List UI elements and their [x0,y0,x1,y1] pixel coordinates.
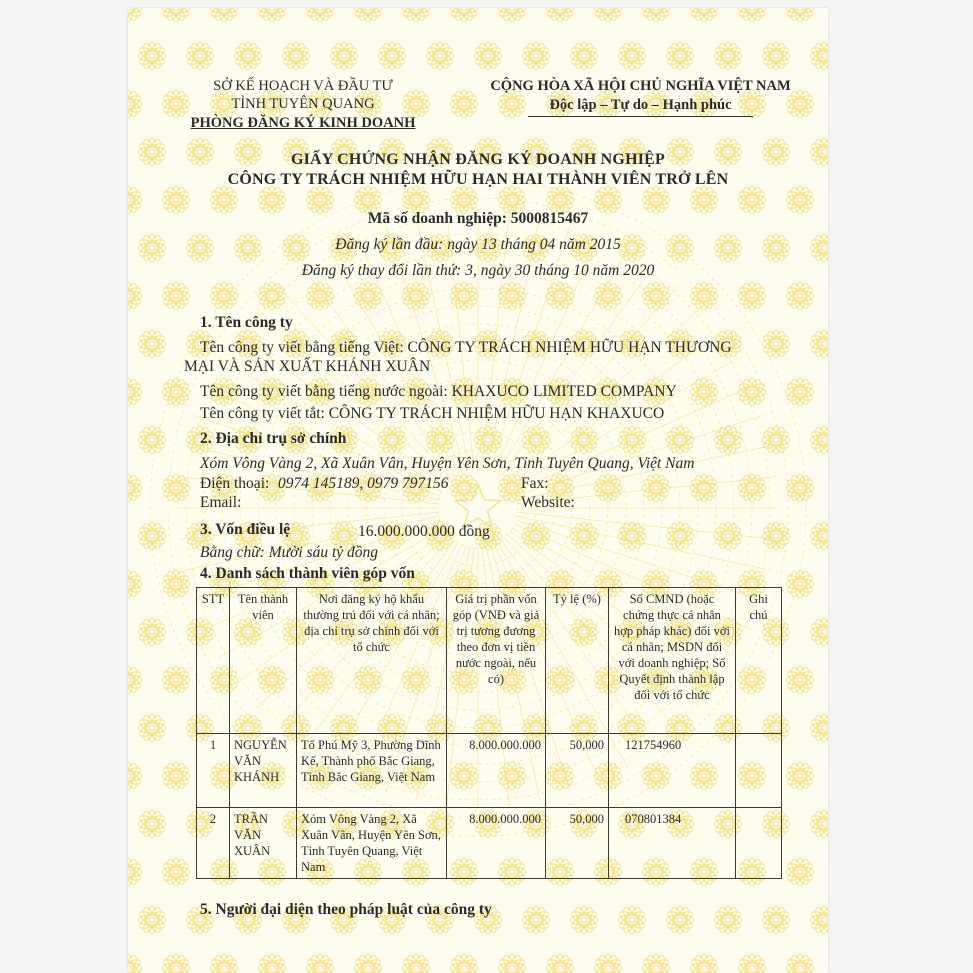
email-label: Email: [200,494,242,511]
row-address: Xóm Vông Vàng 2, Xã Xuân Vân, Huyện Yên Sơn, Tỉnh Tuyên Quang, Việt Nam [297,808,447,879]
vietnamese-name-line1: Tên công ty viết bằng tiếng Việt: CÔNG TY TRÁCH NHIỆM HỮU HẠN THƯƠNG [200,339,732,356]
first-registration-date: Đăng ký lần đầu: ngày 13 tháng 04 năm 2015 [335,236,621,253]
row-id-number: 070801384 [609,808,736,879]
company-type: CÔNG TY TRÁCH NHIỆM HỮU HẠN HAI THÀNH VIÊN TRỞ LÊN [227,171,729,188]
national-title: CỘNG HÒA XÃ HỘI CHỦ NGHĨA VIỆT NAM [490,78,791,94]
section-2-heading: 2. Địa chỉ trụ sở chính [200,430,347,447]
column-header-address: Nơi đăng ký hộ khẩu thường trú đối với cá nhân; địa chỉ trụ sở chính đối với tổ chức [297,588,447,734]
row-member-name: TRẦN VĂN XUÂN [230,808,297,879]
members-table-header [197,588,782,734]
phone-value: 0974 145189, 0979 797156 [278,475,449,492]
column-header-capital: Giá trị phần vốn góp (VNĐ và giá trị tương đương theo đơn vị tiền nước ngoài, nếu có) [447,588,546,734]
vietnamese-name-line2: MẠI VÀ SẢN XUẤT KHÁNH XUÂN [184,358,431,375]
section-1-heading: 1. Tên công ty [200,314,293,331]
certificate-page [128,8,828,973]
fax-label: Fax: [521,475,549,492]
website-label: Website: [521,494,575,511]
section-4-heading: 4. Danh sách thành viên góp vốn [200,565,415,582]
foreign-name: Tên công ty viết bằng tiếng nước ngoài: KHAXUCO LIMITED COMPANY [200,383,677,400]
row-address: Tổ Phú Mỹ 3, Phường Dĩnh Kế, Thành phố Bắc Giang, Tỉnh Bắc Giang, Việt Nam [297,734,447,808]
section-3-heading: 3. Vốn điều lệ [200,521,291,538]
row-stt: 1 [197,734,230,808]
charter-capital-amount: 16.000.000.000 đồng [358,523,490,540]
charter-capital-in-words: Bằng chữ: Mười sáu tỷ đồng [200,544,379,561]
change-registration-date: Đăng ký thay đổi lần thứ: 3, ngày 30 tháng 10 năm 2020 [301,262,655,279]
tax-code: Mã số doanh nghiệp: 5000815467 [367,210,589,227]
agency-office: PHÒNG ĐĂNG KÝ KINH DOANH [190,115,416,131]
agency-department: SỞ KẾ HOẠCH VÀ ĐẦU TƯ [213,78,393,94]
row-note [736,734,782,808]
table-row [197,808,782,879]
row-capital: 8.000.000.000 [447,808,546,879]
phone-label: Điện thoại: [200,475,270,492]
row-note [736,808,782,879]
column-header-note: Ghi chú [736,588,782,734]
row-ratio: 50,000 [546,734,609,808]
column-header-stt: STT [197,588,230,734]
row-member-name: NGUYỄN VĂN KHÁNH [230,734,297,808]
row-capital: 8.000.000.000 [447,734,546,808]
short-name: Tên công ty viết tắt: CÔNG TY TRÁCH NHIỆM HỮU HẠN KHAXUCO [200,405,665,422]
row-id-number: 121754960 [609,734,736,808]
row-stt: 2 [197,808,230,879]
motto-underline [528,116,753,117]
certificate-title: GIẤY CHỨNG NHẬN ĐĂNG KÝ DOANH NGHIỆP [290,151,665,168]
members-table [196,587,782,879]
table-row [197,734,782,808]
column-header-name: Tên thành viên [230,588,297,734]
national-motto: Độc lập – Tự do – Hạnh phúc [549,97,732,113]
head-office-address: Xóm Vông Vàng 2, Xã Xuân Vân, Huyện Yên Sơn, Tỉnh Tuyên Quang, Việt Nam [200,455,695,472]
column-header-id: Số CMND (hoặc chứng thực cá nhân hợp pháp khác) đối với cá nhân; MSDN đối với doanh nghiệp; Số Quyết định thành lập đối với tổ chức [609,588,736,734]
row-ratio: 50,000 [546,808,609,879]
section-5-heading: 5. Người đại diện theo pháp luật của công ty [200,901,492,918]
agency-province: TỈNH TUYÊN QUANG [231,96,375,112]
column-header-ratio: Tỷ lệ (%) [546,588,609,734]
